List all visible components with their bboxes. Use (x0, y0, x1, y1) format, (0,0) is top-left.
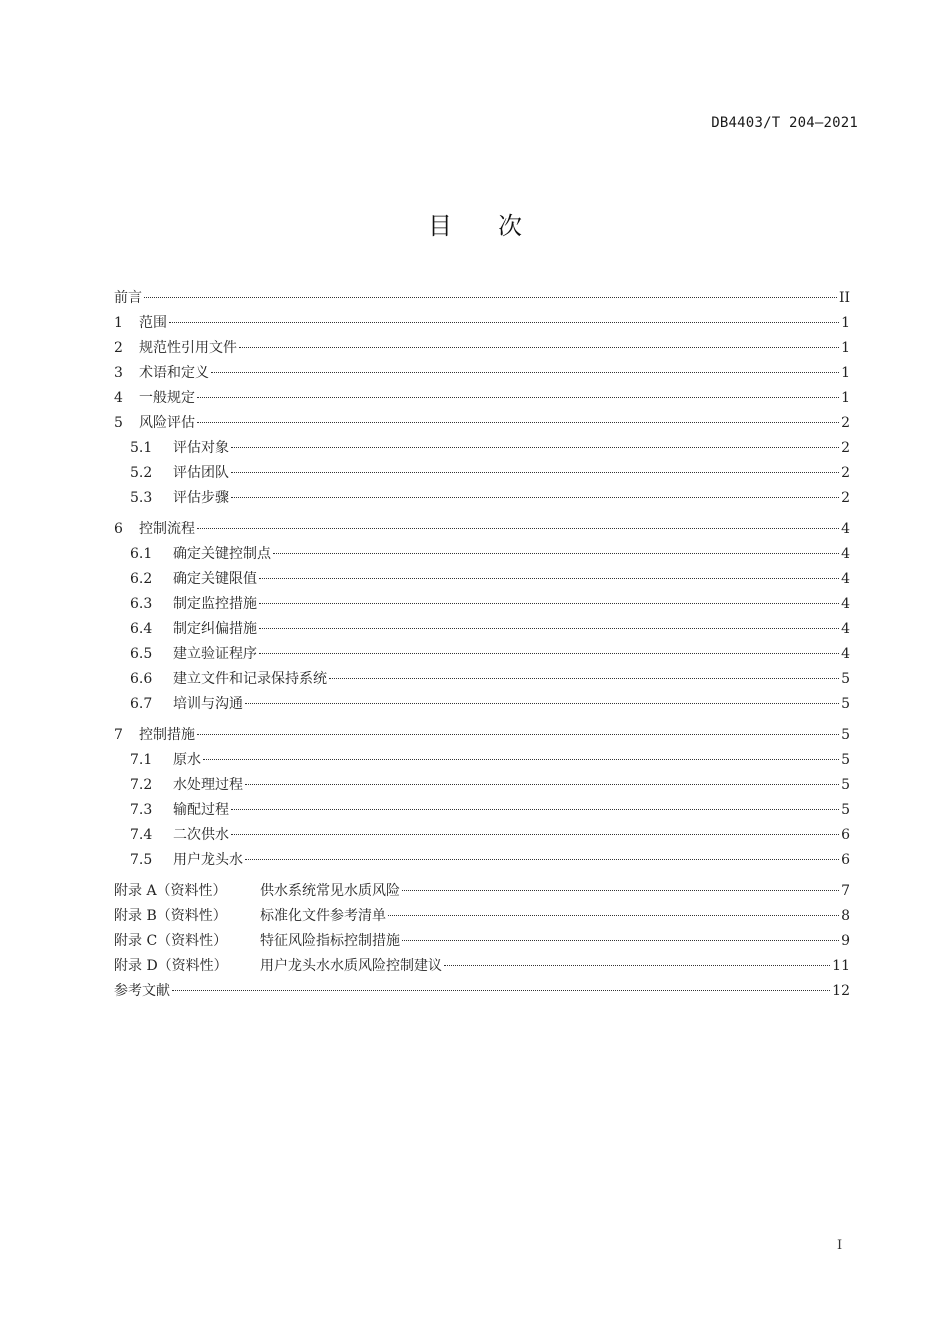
dot-leader (197, 422, 839, 423)
toc-entry[interactable] (114, 642, 850, 667)
page-title: 目次 (428, 212, 568, 240)
toc-entry[interactable] (114, 748, 850, 773)
toc-entry[interactable] (114, 879, 850, 904)
toc-entry[interactable] (114, 567, 850, 592)
toc-entry-page: 1 (841, 390, 850, 406)
toc-entry-number: 5.2 (130, 465, 153, 481)
dot-leader (245, 859, 839, 860)
toc-entry-page: 4 (841, 646, 850, 662)
toc-entry-label: 培训与沟通 (173, 696, 243, 712)
toc-entry-number: 6.5 (130, 646, 153, 662)
toc-entry[interactable] (114, 667, 850, 692)
toc-entry-number: 6.7 (130, 696, 153, 712)
toc-entry-number: 5.3 (130, 490, 153, 506)
toc-entry[interactable] (114, 823, 850, 848)
toc-entry[interactable] (114, 617, 850, 642)
toc-entry-page: 5 (841, 752, 850, 768)
toc-entry-label: 参考文献 (114, 983, 170, 999)
toc-entry-page: 5 (841, 777, 850, 793)
dot-leader (231, 472, 839, 473)
toc-entry[interactable] (114, 692, 850, 717)
toc-entry-number: 附录 C（资料性） (114, 933, 228, 949)
toc-entry-page: 1 (841, 340, 850, 356)
toc-entry[interactable] (114, 904, 850, 929)
toc-entry-page: 4 (841, 596, 850, 612)
toc-entry-page: 2 (841, 490, 850, 506)
toc-entry-number: 7.1 (130, 752, 153, 768)
toc-entry[interactable] (114, 723, 850, 748)
toc-entry[interactable] (114, 461, 850, 486)
toc-entry-page: II (838, 290, 850, 306)
dot-leader (444, 965, 830, 966)
toc-entry-label: 确定关键限值 (173, 571, 257, 587)
dot-leader (259, 653, 839, 654)
toc-entry-label: 输配过程 (173, 802, 229, 818)
toc-entry-number: 7 (114, 727, 123, 743)
toc-entry[interactable] (114, 517, 850, 542)
toc-entry-label: 规范性引用文件 (139, 340, 237, 356)
toc-entry-label: 用户龙头水 (173, 852, 243, 868)
toc-entry-page: 4 (841, 521, 850, 537)
toc-entry[interactable] (114, 311, 850, 336)
toc-entry-number: 3 (114, 365, 123, 381)
toc-entry-label: 制定纠偏措施 (173, 621, 257, 637)
toc-entry-label: 前言 (114, 290, 142, 306)
toc-entry-page: 4 (841, 621, 850, 637)
toc-entry-number: 2 (114, 340, 123, 356)
toc-entry-page: 7 (841, 883, 850, 899)
toc-entry-page: 4 (841, 546, 850, 562)
dot-leader (239, 347, 839, 348)
dot-leader (231, 809, 839, 810)
dot-leader (197, 734, 839, 735)
toc-entry-page: 1 (841, 365, 850, 381)
dot-leader (169, 322, 839, 323)
toc-entry-label: 制定监控措施 (173, 596, 257, 612)
toc-entry[interactable] (114, 798, 850, 823)
dot-leader (402, 940, 839, 941)
dot-leader (329, 678, 839, 679)
dot-leader (259, 578, 839, 579)
toc-entry-label: 控制措施 (139, 727, 195, 743)
toc-entry[interactable] (114, 336, 850, 361)
toc-entry-page: 4 (841, 571, 850, 587)
toc-entry-label: 建立文件和记录保持系统 (173, 671, 327, 687)
dot-leader (245, 703, 839, 704)
dot-leader (211, 372, 839, 373)
toc-entry-label: 评估对象 (173, 440, 229, 456)
toc-entry[interactable] (114, 286, 850, 311)
dot-leader (231, 497, 839, 498)
toc-entry-page: 5 (841, 727, 850, 743)
toc-entry[interactable] (114, 954, 850, 979)
toc-entry-label: 确定关键控制点 (173, 546, 271, 562)
toc-entry-number: 附录 B（资料性） (114, 908, 227, 924)
toc-entry-number: 1 (114, 315, 123, 331)
toc-entry-number: 5 (114, 415, 123, 431)
toc-entry[interactable] (114, 486, 850, 511)
toc-entry-number: 附录 D（资料性） (114, 958, 228, 974)
toc-entry[interactable] (114, 979, 850, 1004)
dot-leader (402, 890, 839, 891)
toc-entry-page: 5 (841, 671, 850, 687)
toc-entry-label: 用户龙头水水质风险控制建议 (260, 958, 442, 974)
toc-entry-number: 6.3 (130, 596, 153, 612)
toc-entry-number: 附录 A（资料性） (114, 883, 227, 899)
toc-entry-page: 2 (841, 440, 850, 456)
document-id: DB4403/T 204—2021 (711, 115, 858, 131)
toc-entry-label: 供水系统常见水质风险 (260, 883, 400, 899)
toc-entry-number: 5.1 (130, 440, 153, 456)
toc-entry-page: 9 (841, 933, 850, 949)
toc-entry-number: 6.2 (130, 571, 153, 587)
toc-entry-number: 7.2 (130, 777, 153, 793)
toc-entry-number: 6.6 (130, 671, 153, 687)
toc-entry[interactable] (114, 592, 850, 617)
dot-leader (231, 834, 839, 835)
toc-entry-label: 原水 (173, 752, 201, 768)
toc-entry[interactable] (114, 411, 850, 436)
toc-entry-page: 2 (841, 465, 850, 481)
dot-leader (245, 784, 839, 785)
dot-leader (259, 628, 839, 629)
toc-entry-number: 4 (114, 390, 123, 406)
toc-entry[interactable] (114, 773, 850, 798)
dot-leader (231, 447, 839, 448)
dot-leader (172, 990, 830, 991)
table-of-contents (114, 286, 850, 1004)
toc-entry[interactable] (114, 386, 850, 411)
toc-entry-page: 5 (841, 802, 850, 818)
toc-entry-number: 6.4 (130, 621, 153, 637)
toc-entry-number: 7.4 (130, 827, 153, 843)
toc-entry[interactable] (114, 542, 850, 567)
toc-entry[interactable] (114, 848, 850, 873)
toc-entry-number: 7.5 (130, 852, 153, 868)
dot-leader (197, 397, 839, 398)
dot-leader (197, 528, 839, 529)
page-number: I (837, 1238, 843, 1253)
dot-leader (203, 759, 839, 760)
toc-entry-page: 8 (841, 908, 850, 924)
toc-entry-page: 5 (841, 696, 850, 712)
toc-entry[interactable] (114, 361, 850, 386)
toc-entry-label: 风险评估 (139, 415, 195, 431)
toc-entry-label: 特征风险指标控制措施 (260, 933, 400, 949)
dot-leader (388, 915, 839, 916)
toc-entry[interactable] (114, 929, 850, 954)
toc-entry-label: 评估团队 (173, 465, 229, 481)
toc-entry-page: 2 (841, 415, 850, 431)
toc-entry-number: 6 (114, 521, 123, 537)
dot-leader (144, 297, 837, 298)
toc-entry-page: 11 (832, 958, 850, 974)
toc-entry-number: 6.1 (130, 546, 153, 562)
toc-entry-label: 一般规定 (139, 390, 195, 406)
toc-entry-label: 评估步骤 (173, 490, 229, 506)
toc-entry[interactable] (114, 436, 850, 461)
toc-entry-page: 6 (841, 852, 850, 868)
toc-entry-label: 控制流程 (139, 521, 195, 537)
toc-entry-label: 范围 (139, 315, 167, 331)
toc-entry-number: 7.3 (130, 802, 153, 818)
toc-entry-label: 术语和定义 (139, 365, 209, 381)
dot-leader (259, 603, 839, 604)
toc-entry-label: 二次供水 (173, 827, 229, 843)
toc-entry-page: 6 (841, 827, 850, 843)
dot-leader (273, 553, 839, 554)
toc-entry-label: 标准化文件参考清单 (260, 908, 386, 924)
toc-entry-page: 12 (832, 983, 850, 999)
toc-entry-label: 水处理过程 (173, 777, 243, 793)
toc-entry-label: 建立验证程序 (173, 646, 257, 662)
toc-entry-page: 1 (841, 315, 850, 331)
